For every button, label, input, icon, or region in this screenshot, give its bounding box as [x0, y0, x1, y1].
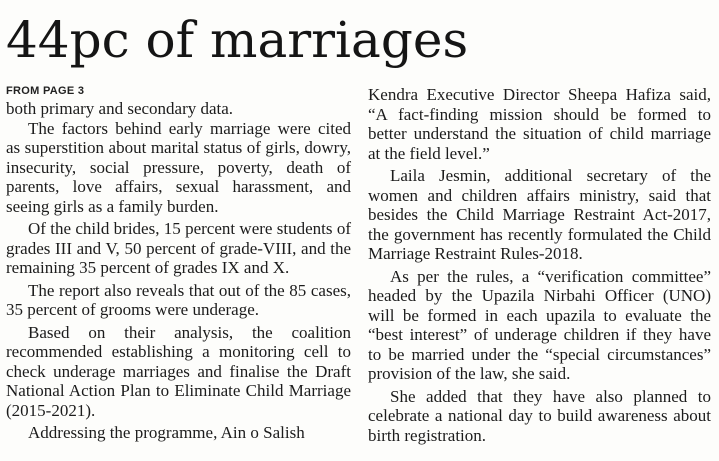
paragraph: She added that they have also planned to celebrate a national day to build awareness about birth registration.: [368, 386, 711, 445]
paragraph: Laila Jesmin, additional secretary of the women and children affairs ministry, said that besides the Child Marriage Restraint Act-2017, the government has recently formulated the Child Marriage Restraint Rules-2018.: [368, 166, 711, 263]
paragraph: Kendra Executive Director Sheepa Hafiza said, “A fact-finding mission should be formed to better understand the situation of child marriage at the field level.”: [368, 85, 711, 163]
paragraph: Based on their analysis, the coalition recommended establishing a monitoring cell to check underage marriages and finalise the Draft National Action Plan to Eliminate Child Marriage (2015-2021).: [6, 322, 351, 420]
paragraph: The factors behind early marriage were cited as superstition about marital status of girls, dowry, insecurity, social pressure, poverty, death of parents, love affairs, sexual harassment, and seeing girls as a family burden.: [6, 118, 351, 216]
paragraph: As per the rules, a “verification committee” headed by the Upazila Nirbahi Officer (UNO) will be formed in each upazila to evaluate the “best interest” of underage children if they have to be married under the “special circumstances” provision of the law, she said.: [368, 266, 711, 383]
jump-label: FROM PAGE 3: [6, 85, 85, 97]
paragraph: The report also reveals that out of the 85 cases, 35 percent of grooms were underage.: [6, 280, 351, 319]
column-gutter: [358, 86, 359, 461]
right-column: [368, 85, 711, 445]
headline: 44pc of marriages: [6, 11, 469, 69]
left-column: [6, 84, 351, 443]
paragraph: Addressing the programme, Ain o Salish: [28, 423, 305, 442]
paragraph: Of the child brides, 15 percent were students of grades III and V, 50 percent of grade-VIII, and the remaining 35 percent of grades IX and X.: [6, 219, 351, 277]
paragraph: both primary and secondary data.: [6, 99, 234, 118]
